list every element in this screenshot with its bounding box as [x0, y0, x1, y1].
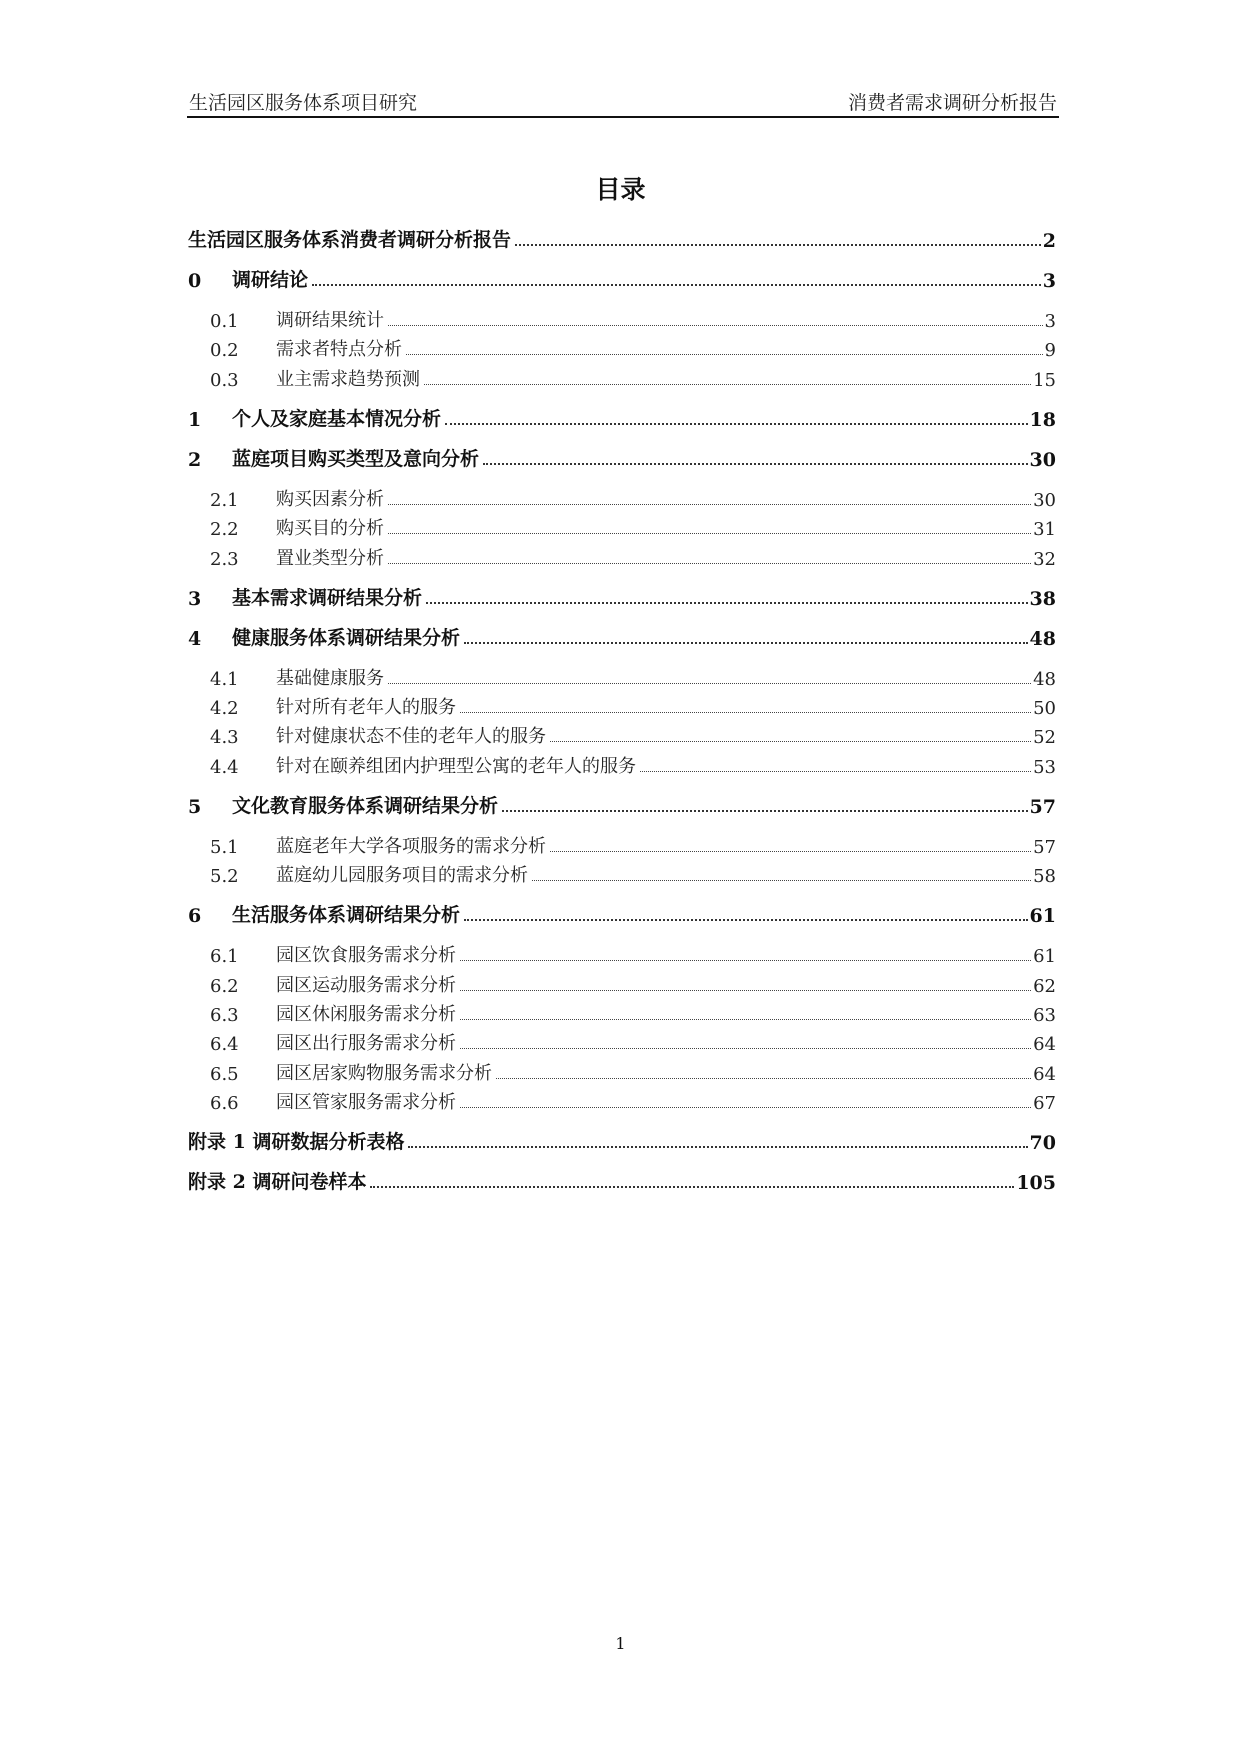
toc-entry-number: 6.5: [210, 1063, 239, 1085]
toc-entry-page: 57: [1033, 836, 1056, 858]
toc-entry-title: 置业类型分析: [276, 547, 384, 569]
page-header: [187, 86, 1059, 118]
toc-entry-page: 58: [1033, 866, 1056, 888]
toc-dot-leader: [550, 741, 1031, 742]
toc-dot-leader: [312, 284, 1041, 286]
toc-entry-number: 4.4: [210, 756, 239, 778]
toc-entry[interactable]: [188, 901, 1056, 927]
toc-dot-leader: [640, 771, 1031, 772]
toc-entry[interactable]: [210, 335, 1056, 361]
toc-entry-page: 61: [1033, 946, 1056, 968]
toc-entry[interactable]: [210, 514, 1056, 540]
toc-entry-number: 2.3: [210, 548, 239, 570]
toc-entry[interactable]: [210, 1088, 1056, 1114]
toc-entry-title: 文化教育服务体系调研结果分析: [232, 794, 499, 817]
toc-dot-leader: [460, 1107, 1031, 1108]
header-project-title: 生活园区服务体系项目研究: [189, 92, 418, 114]
toc-dot-leader: [464, 919, 1028, 921]
toc-dot-leader: [388, 563, 1031, 564]
toc-title: 目录: [595, 175, 646, 204]
toc-dot-leader: [502, 810, 1028, 812]
toc-entry-page: 31: [1033, 519, 1056, 541]
header-report-title: 消费者需求调研分析报告: [847, 92, 1057, 114]
toc-dot-leader: [388, 504, 1031, 505]
toc-entry[interactable]: [188, 584, 1056, 610]
toc-entry-title: 蓝庭幼儿园服务项目的需求分析: [276, 865, 528, 887]
toc-entry-title: 基础健康服务: [276, 667, 384, 689]
toc-dot-leader: [388, 533, 1031, 534]
toc-entry-number: 6.4: [210, 1034, 239, 1056]
toc-entry-title: 蓝庭老年大学各项服务的需求分析: [276, 835, 546, 857]
toc-entry-title: 园区出行服务需求分析: [276, 1033, 456, 1055]
toc-entry[interactable]: [188, 1128, 1056, 1154]
toc-entry-title: 调研结论: [232, 269, 309, 291]
toc-entry-title: 针对在颐养组团内护理型公寓的老年人的服务: [276, 755, 636, 777]
toc-entry-title: 个人及家庭基本情况分析: [232, 407, 442, 430]
toc-dot-leader: [550, 851, 1031, 852]
toc-dot-leader: [388, 325, 1043, 326]
toc-entry-number: 0.1: [210, 311, 239, 332]
toc-entry[interactable]: [210, 1029, 1056, 1055]
toc-entry-title: 附录 1 调研数据分析表格: [188, 1131, 405, 1154]
toc-entry-page: 61: [1029, 905, 1056, 928]
toc-entry-page: 18: [1029, 408, 1056, 431]
toc-entry-number: 5.1: [210, 836, 239, 858]
toc-entry-number: 4.1: [210, 668, 239, 690]
toc-entry-number: 3: [188, 587, 202, 610]
toc-entry-page: 15: [1033, 369, 1056, 391]
toc-entry-title: 生活服务体系调研结果分析: [232, 904, 461, 927]
toc-dot-leader: [370, 1186, 1014, 1188]
page-number: 1: [615, 1634, 626, 1653]
toc-entry-title: 需求者特点分析: [276, 339, 402, 361]
toc-entry-title: 生活园区服务体系消费者调研分析报告: [188, 229, 512, 251]
toc-entry[interactable]: [188, 405, 1056, 431]
toc-dot-leader: [424, 384, 1031, 385]
toc-entry-number: 6.1: [210, 946, 239, 968]
toc-entry-page: 30: [1029, 448, 1056, 471]
toc-entry[interactable]: [188, 792, 1056, 818]
toc-entry[interactable]: [210, 861, 1056, 887]
toc-entry-page: 52: [1033, 727, 1056, 749]
toc-entry-number: 2.2: [210, 519, 239, 541]
toc-entry-number: 5: [188, 795, 202, 818]
toc-entry-number: 5.2: [210, 866, 239, 888]
toc-dot-leader: [388, 683, 1031, 684]
toc-entry-title: 购买目的分析: [276, 518, 384, 540]
toc-dot-leader: [408, 1146, 1027, 1148]
toc-entry-number: 6: [188, 905, 202, 928]
toc-dot-leader: [483, 463, 1028, 465]
toc-entry-title: 针对健康状态不佳的老年人的服务: [276, 726, 546, 748]
toc-entry-title: 针对所有老年人的服务: [276, 697, 456, 718]
toc-entry-number: 4.3: [210, 727, 239, 749]
toc-entry-number: 2.1: [210, 489, 239, 511]
toc-dot-leader: [460, 1048, 1031, 1049]
toc-entry-page: 30: [1033, 489, 1056, 511]
toc-entry-title: 园区居家购物服务需求分析: [276, 1062, 492, 1084]
toc-entry-title: 蓝庭项目购买类型及意向分析: [232, 447, 480, 470]
toc-entry-title: 业主需求趋势预测: [276, 368, 420, 390]
toc-entry-title: 基本需求调研结果分析: [232, 586, 423, 609]
toc-entry[interactable]: [210, 1000, 1056, 1026]
toc-entry-page: 64: [1033, 1063, 1056, 1085]
toc-entry-number: 0: [188, 270, 202, 292]
toc-entry[interactable]: [210, 693, 1056, 719]
toc-entry-number: 0.2: [210, 340, 239, 362]
toc-entry-page: 57: [1029, 795, 1056, 818]
toc-entry-page: 2: [1042, 230, 1056, 252]
toc-entry-title: 园区饮食服务需求分析: [276, 945, 456, 967]
toc-entry-number: 0.3: [210, 369, 239, 391]
toc-entry-title: 附录 2 调研问卷样本: [188, 1171, 367, 1194]
toc-dot-leader: [460, 1019, 1031, 1020]
toc-entry-title: 调研结果统计: [276, 310, 384, 331]
toc-entry-page: 48: [1033, 668, 1056, 690]
toc-entry-page: 48: [1029, 627, 1056, 650]
toc-entry[interactable]: [210, 752, 1056, 778]
toc-entry-number: 6.3: [210, 1005, 239, 1026]
toc-entry[interactable]: [210, 664, 1056, 690]
toc-entry-title: 园区管家服务需求分析: [276, 1092, 456, 1114]
toc-entry-page: 62: [1033, 975, 1056, 997]
toc-entry-page: 9: [1044, 340, 1056, 362]
toc-entry[interactable]: [210, 485, 1056, 511]
toc-entry-title: 园区休闲服务需求分析: [276, 1004, 456, 1025]
toc-entry-title: 购买因素分析: [276, 488, 384, 510]
toc-dot-leader: [426, 602, 1028, 604]
toc-entry[interactable]: [188, 266, 1056, 292]
toc-entry-page: 70: [1029, 1132, 1056, 1155]
toc-entry-page: 63: [1033, 1005, 1056, 1026]
toc-entry-number: 6.2: [210, 975, 239, 997]
toc-dot-leader: [445, 423, 1028, 425]
toc-entry[interactable]: [188, 624, 1056, 650]
toc-entry-page: 38: [1029, 587, 1056, 610]
toc-entry[interactable]: [210, 365, 1056, 391]
toc-entry-number: 4: [188, 627, 202, 650]
toc-entry-page: 3: [1044, 311, 1056, 332]
toc-entry-page: 3: [1042, 270, 1056, 292]
toc-entry[interactable]: [210, 941, 1056, 967]
toc-entry[interactable]: [210, 722, 1056, 748]
toc-entry-page: 67: [1033, 1093, 1056, 1115]
toc-entry-number: 6.6: [210, 1093, 239, 1115]
toc-entry[interactable]: [210, 306, 1056, 332]
toc-dot-leader: [460, 990, 1031, 991]
toc-dot-leader: [532, 880, 1031, 881]
toc-dot-leader: [460, 712, 1031, 713]
toc-entry-page: 105: [1016, 1172, 1056, 1195]
toc-dot-leader: [406, 354, 1043, 355]
toc-entry-page: 64: [1033, 1034, 1056, 1056]
toc-entry[interactable]: [188, 1168, 1056, 1194]
toc-entry[interactable]: [188, 226, 1056, 252]
toc-entry[interactable]: [210, 544, 1056, 570]
toc-entry[interactable]: [210, 1059, 1056, 1085]
toc-entry-title: 园区运动服务需求分析: [276, 974, 456, 996]
toc-entry-title: 健康服务体系调研结果分析: [232, 626, 461, 649]
toc-entry[interactable]: [210, 832, 1056, 858]
toc-entry-page: 53: [1033, 756, 1056, 778]
toc-entry[interactable]: [188, 445, 1056, 471]
toc-dot-leader: [460, 960, 1031, 961]
toc-entry-number: 1: [188, 408, 202, 431]
toc-entry-number: 2: [188, 448, 202, 471]
toc-entry[interactable]: [210, 971, 1056, 997]
toc-dot-leader: [496, 1078, 1031, 1079]
toc-entry-page: 32: [1033, 548, 1056, 570]
toc-entry-page: 50: [1033, 698, 1056, 719]
toc-dot-leader: [464, 642, 1028, 644]
toc-entry-number: 4.2: [210, 698, 239, 719]
toc-dot-leader: [515, 244, 1041, 246]
